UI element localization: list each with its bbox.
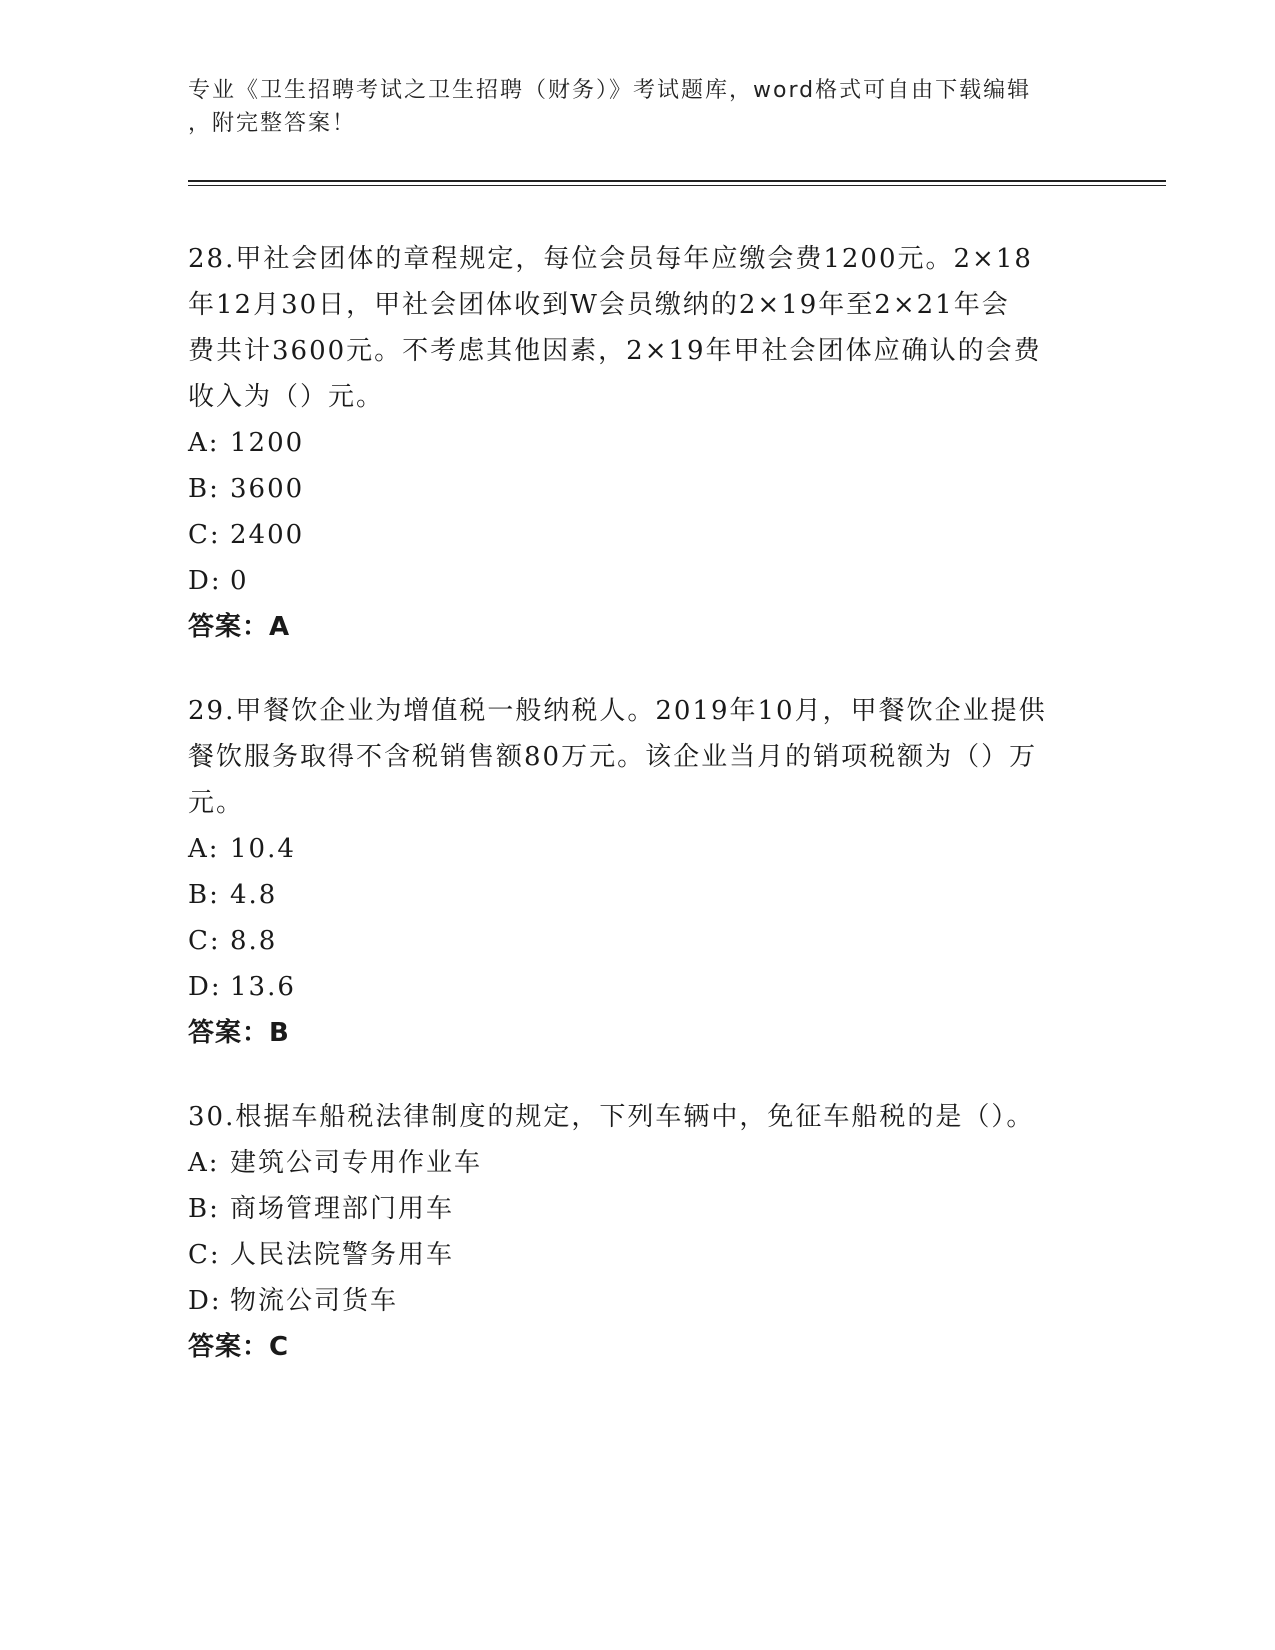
option-key: C: [188,520,221,550]
stem-line: 元。 [188,788,245,818]
option-key: C: [188,1240,221,1270]
question-28 [188,236,1088,650]
option-d [188,1278,1088,1324]
option-text: 13.6 [230,972,296,1002]
question-stem [188,236,1088,420]
question-29 [188,688,1088,1056]
header-line: 专业《卫生招聘考试之卫生招聘（财务）》考试题库，word格式可自由下载编辑 [188,78,1032,103]
stem-line: 收入为（）元。 [188,382,385,412]
stem-line: 年12月30日，甲社会团体收到W会员缴纳的2×19年至2×21年会 [188,290,1010,320]
option-text: 8.8 [230,926,278,956]
stem-line: 29.甲餐饮企业为增值税一般纳税人。2019年10月，甲餐饮企业提供 [188,696,1047,726]
answer-label: 答案：C [188,1332,290,1362]
option-key: B: [188,1194,220,1224]
stem-line: 费共计3600元。不考虑其他因素，2×19年甲社会团体应确认的会费 [188,336,1042,366]
page-header [188,74,1078,140]
option-text: 0 [230,566,249,596]
option-a [188,1140,1088,1186]
option-key: D: [188,972,222,1002]
answer-label: 答案：A [188,612,291,642]
option-a [188,420,1088,466]
option-text: 人民法院警务用车 [230,1240,455,1270]
option-b [188,466,1088,512]
option-text: 建筑公司专用作业车 [230,1148,483,1178]
option-key: D: [188,566,222,596]
option-text: 3600 [230,474,305,504]
option-key: C: [188,926,221,956]
option-text: 10.4 [230,834,296,864]
option-text: 物流公司货车 [230,1286,399,1316]
question-stem [188,688,1088,826]
option-b [188,1186,1088,1232]
header-divider [188,180,1166,186]
option-d [188,558,1088,604]
option-text: 1200 [230,428,305,458]
header-line: ，附完整答案！ [188,111,357,136]
option-c [188,1232,1088,1278]
option-text: 4.8 [230,880,278,910]
option-text: 商场管理部门用车 [230,1194,455,1224]
option-a [188,826,1088,872]
stem-line: 餐饮服务取得不含税销售额80万元。该企业当月的销项税额为（）万 [188,742,1038,772]
option-d [188,964,1088,1010]
option-key: D: [188,1286,222,1316]
option-key: A: [188,1148,220,1178]
option-key: B: [188,880,220,910]
question-30 [188,1094,1088,1370]
option-b [188,872,1088,918]
option-text: 2400 [230,520,305,550]
option-c [188,512,1088,558]
stem-line: 28.甲社会团体的章程规定，每位会员每年应缴会费1200元。2×18 [188,244,1033,274]
option-c [188,918,1088,964]
option-key: A: [188,834,220,864]
question-stem [188,1094,1088,1140]
answer-label: 答案：B [188,1018,290,1048]
option-key: A: [188,428,220,458]
option-key: B: [188,474,220,504]
question-list [188,236,1088,1408]
stem-line: 30.根据车船税法律制度的规定，下列车辆中，免征车船税的是（）。 [188,1102,1035,1132]
